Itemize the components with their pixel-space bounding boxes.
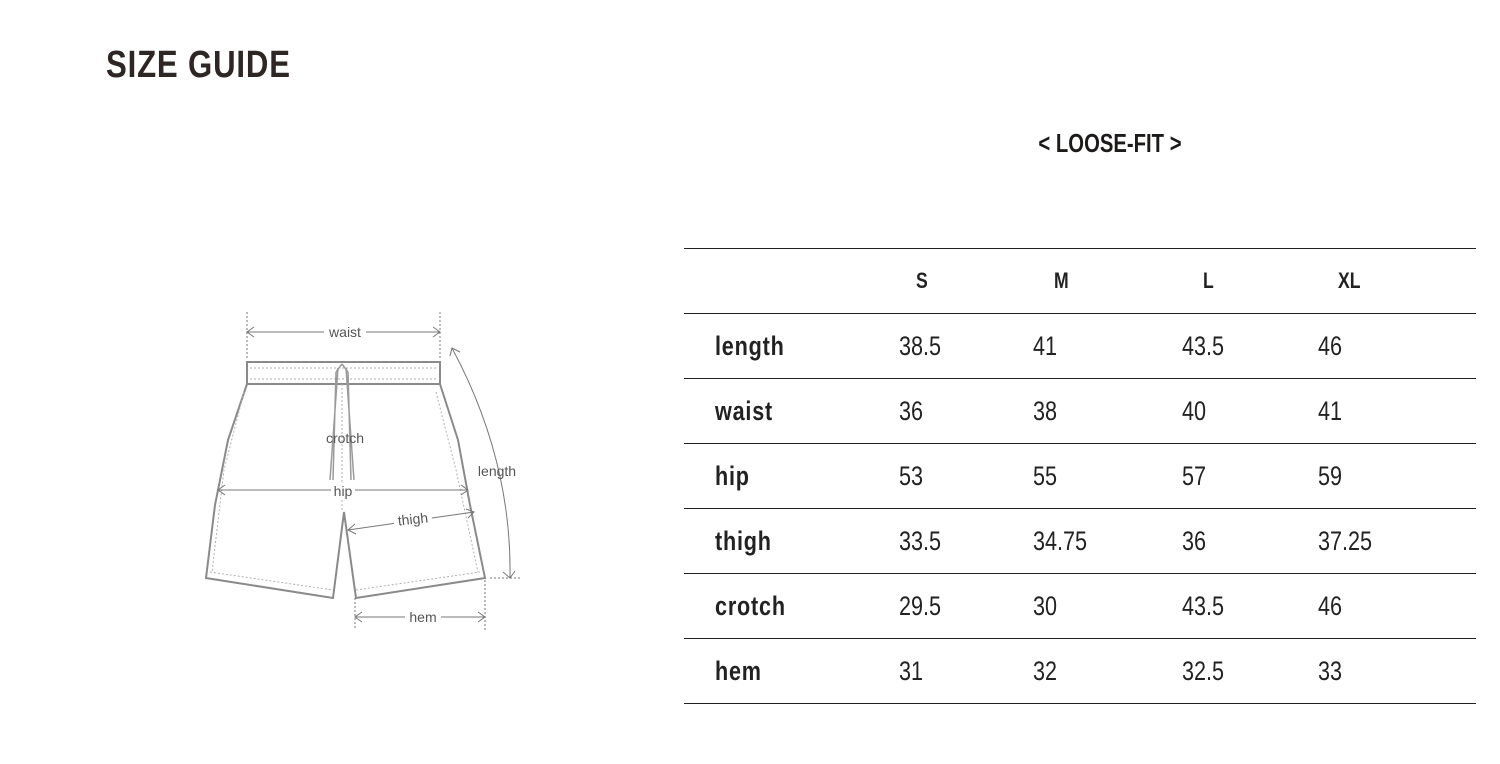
table-cell: 41	[1033, 330, 1058, 361]
table-cell: 33.5	[899, 525, 942, 556]
table-cell: 55	[1033, 460, 1058, 491]
table-cell: 32	[1033, 655, 1058, 686]
table-cell: 53	[899, 460, 924, 491]
row-label-waist: waist	[715, 395, 774, 426]
table-cell: 33	[1318, 655, 1343, 686]
table-cell: 37.25	[1318, 525, 1373, 556]
table-row	[684, 574, 1476, 639]
shorts-measurement-diagram	[196, 305, 526, 635]
table-cell: 30	[1033, 590, 1058, 621]
table-cell: 59	[1318, 460, 1343, 491]
size-header-row	[684, 249, 1476, 314]
table-cell: 57	[1182, 460, 1207, 491]
row-label-length: length	[715, 330, 785, 361]
table-cell: 43.5	[1182, 590, 1225, 621]
table-row	[684, 444, 1476, 509]
diagram-label-thigh: thigh	[396, 509, 429, 529]
size-header-xl: XL	[1338, 268, 1361, 293]
table-row	[684, 314, 1476, 379]
table-cell: 41	[1318, 395, 1343, 426]
size-header-l: L	[1203, 268, 1214, 293]
table-cell: 36	[899, 395, 924, 426]
size-header-m: M	[1054, 268, 1069, 293]
diagram-label-hip: hip	[333, 483, 353, 499]
size-header-s: S	[916, 268, 928, 293]
size-header-empty	[684, 249, 899, 314]
row-label-crotch: crotch	[715, 590, 786, 621]
diagram-label-length: length	[477, 463, 517, 479]
diagram-label-waist: waist	[329, 324, 361, 340]
diagram-label-crotch: crotch	[325, 430, 365, 446]
table-cell: 29.5	[899, 590, 942, 621]
table-cell: 36	[1182, 525, 1207, 556]
row-label-hip: hip	[715, 460, 750, 491]
table-cell: 32.5	[1182, 655, 1225, 686]
row-label-hem: hem	[715, 655, 762, 686]
table-row	[684, 509, 1476, 574]
table-cell: 38.5	[899, 330, 942, 361]
page-title: SIZE GUIDE	[106, 44, 291, 86]
fit-label: < LOOSE-FIT >	[1038, 128, 1182, 158]
table-cell: 46	[1318, 590, 1343, 621]
table-row	[684, 639, 1476, 704]
row-label-thigh: thigh	[715, 525, 772, 556]
table-cell: 31	[899, 655, 924, 686]
table-cell: 38	[1033, 395, 1058, 426]
table-cell: 46	[1318, 330, 1343, 361]
diagram-label-hem: hem	[409, 609, 437, 625]
table-row	[684, 379, 1476, 444]
size-table	[684, 248, 1476, 704]
table-cell: 34.75	[1033, 525, 1088, 556]
table-cell: 43.5	[1182, 330, 1225, 361]
table-cell: 40	[1182, 395, 1207, 426]
